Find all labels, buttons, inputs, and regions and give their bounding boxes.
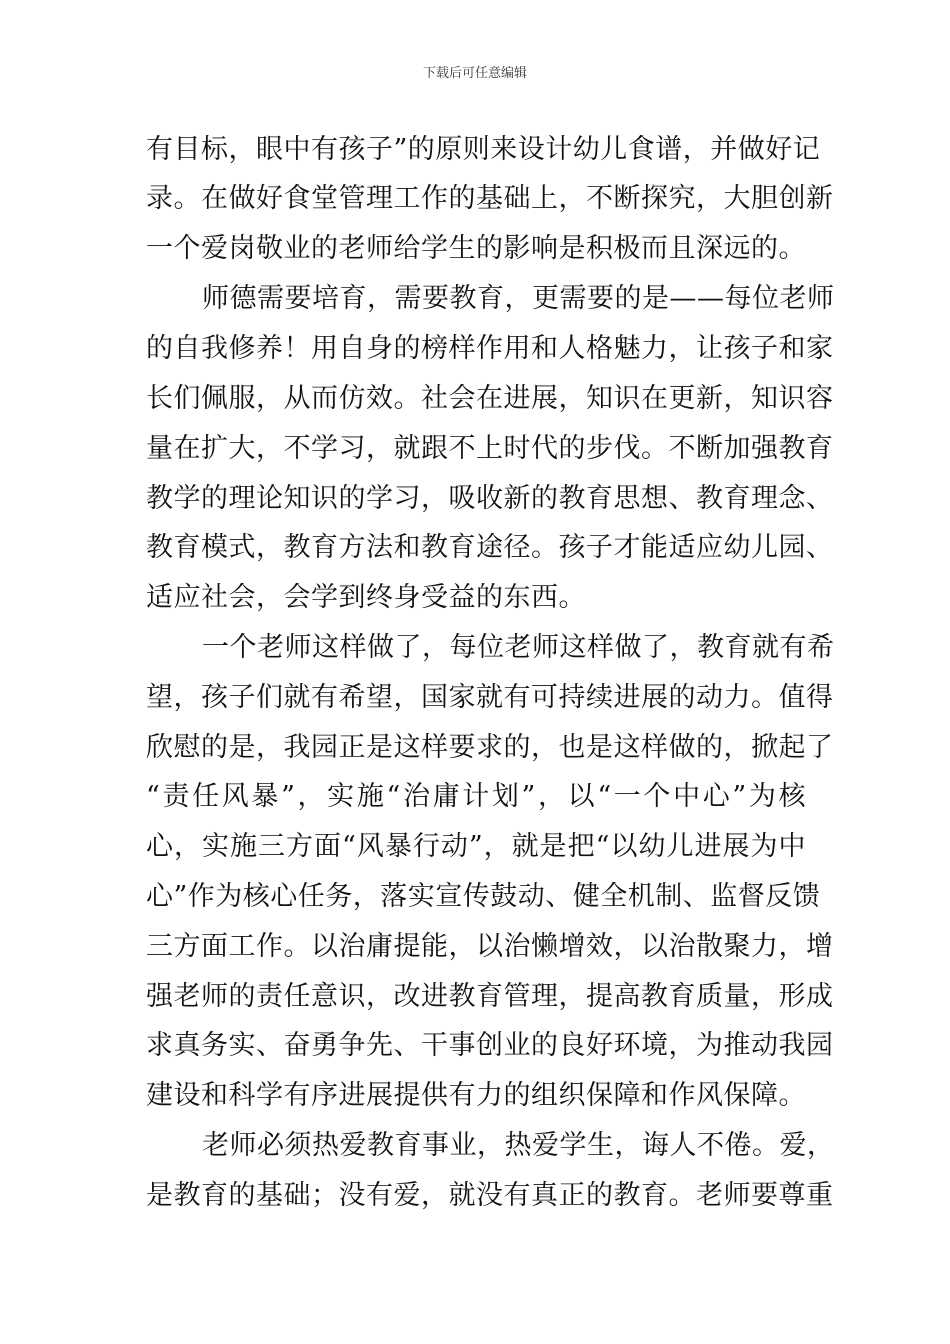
text-line: 建设和科学有序进展提供有力的组织保障和作风保障。 — [146, 1080, 806, 1111]
text-line: 三方面工作。以治庸提能，以治懒增效，以治散聚力，增 — [146, 931, 834, 962]
text-line: 欣慰的是，我园正是这样要求的，也是这样做的，掀起了 — [146, 732, 834, 763]
text-line: 适应社会，会学到终身受益的东西。 — [146, 582, 586, 613]
page-header: 下载后可任意编辑 — [422, 66, 527, 81]
text-line: 强老师的责任意识，改进教育管理，提高教育质量，形成 — [146, 981, 834, 1012]
text-line: 教学的理论知识的学习，吸收新的教育思想、教育理念、 — [146, 483, 834, 514]
text-line: 师德需要培育，需要教育，更需要的是——每位老师 — [202, 283, 835, 314]
text-line: 求真务实、奋勇争先、干事创业的良好环境，为推动我园 — [146, 1030, 834, 1061]
text-line: 是教育的基础；没有爱，就没有真正的教育。老师要尊重 — [146, 1180, 834, 1211]
text-line: 长们佩服，从而仿效。社会在进展，知识在更新，知识容 — [146, 383, 834, 414]
text-line: 心”作为核心任务，落实宣传鼓动、健全机制、监督反馈 — [146, 881, 821, 912]
text-line: 老师必须热爱教育事业，热爱学生，诲人不倦。爱， — [202, 1130, 835, 1161]
text-line: 有目标，眼中有孩子”的原则来设计幼儿食谱，并做好记 — [146, 134, 821, 165]
text-line: 的自我修养！用自身的榜样作用和人格魅力，让孩子和家 — [146, 333, 834, 364]
text-line: “责任风暴”，实施“治庸计划”，以“一个中心”为核 — [146, 781, 806, 812]
text-line: 录。在做好食堂管理工作的基础上，不断探究，大胆创新 — [146, 183, 834, 214]
text-line: 望，孩子们就有希望，国家就有可持续进展的动力。值得 — [146, 682, 834, 713]
text-line: 教育模式，教育方法和教育途径。孩子才能适应幼儿园、 — [146, 532, 834, 563]
text-line: 心，实施三方面“风暴行动”，就是把“以幼儿进展为中 — [146, 831, 806, 862]
text-line: 一个老师这样做了，每位老师这样做了，教育就有希 — [202, 632, 835, 663]
text-line: 量在扩大，不学习，就跟不上时代的步伐。不断加强教育 — [146, 433, 834, 464]
text-line: 一个爱岗敬业的老师给学生的影响是积极而且深远的。 — [146, 233, 806, 264]
